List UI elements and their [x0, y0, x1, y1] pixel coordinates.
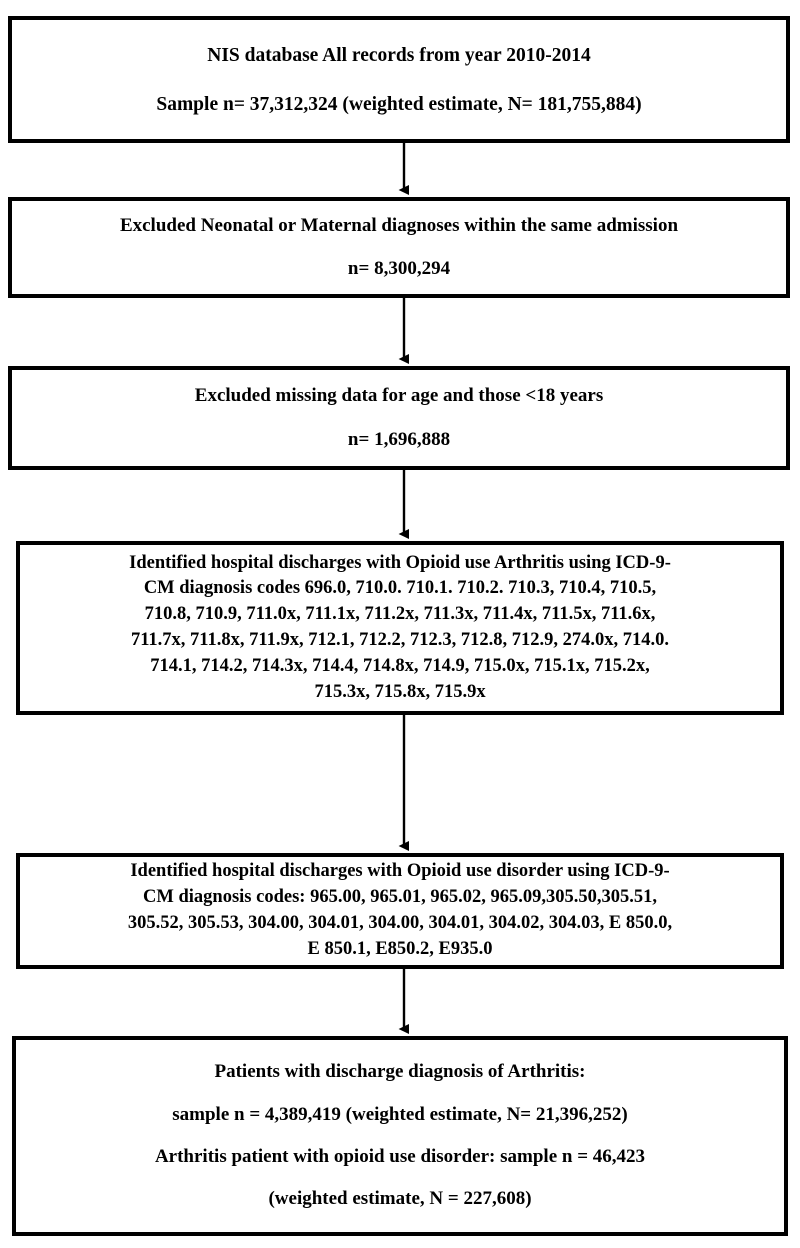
flow-node-exclusion-age: [8, 366, 790, 470]
node-text-line: Excluded Neonatal or Maternal diagnoses within the same admission: [119, 215, 679, 237]
node-text-line: 714.1, 714.2, 714.3x, 714.4, 714.8x, 714.9, 715.0x, 715.1x, 715.2x,: [150, 655, 650, 676]
node-text-line: (weighted estimate, N = 227,608): [268, 1188, 532, 1210]
flow-node-opioid-use-disorder-icd9-identification: [16, 853, 784, 969]
node-text-line: n= 1,696,888: [347, 429, 451, 450]
node-text-line: Excluded missing data for age and those <18 years: [194, 384, 604, 406]
flow-node-arthritis-icd9-identification: [16, 541, 784, 715]
node-text-line: n= 8,300,294: [347, 257, 451, 279]
node-text-line: Sample n= 37,312,324 (weighted estimate, N= 181,755,884): [156, 93, 642, 115]
node-text-line: 711.7x, 711.8x, 711.9x, 712.1, 712.2, 712.3, 712.8, 712.9, 274.0x, 714.0.: [130, 630, 670, 650]
flow-node-final-cohort-results: [12, 1036, 788, 1236]
node-text-line: Identified hospital discharges with Opioid use disorder using ICD-9-: [130, 861, 670, 882]
flow-node-source-cohort: [8, 16, 790, 143]
node-text-line: Patients with discharge diagnosis of Arthritis:: [214, 1061, 586, 1083]
node-text-line: 715.3x, 715.8x, 715.9x: [314, 681, 486, 702]
node-text-line: Arthritis patient with opioid use disorder: sample n = 46,423: [154, 1146, 646, 1167]
node-text-line: CM diagnosis codes: 965.00, 965.01, 965.02, 965.09,305.50,305.51,: [143, 887, 657, 908]
node-text-line: Identified hospital discharges with Opioid use Arthritis using ICD-9-: [129, 552, 671, 573]
node-text-line: NIS database All records from year 2010-2014: [207, 44, 591, 66]
node-text-line: 710.8, 710.9, 711.0x, 711.1x, 711.2x, 711.3x, 711.4x, 711.5x, 711.6x,: [144, 604, 656, 625]
flow-node-exclusion-neonatal-maternal: [8, 197, 790, 298]
node-text-line: 305.52, 305.53, 304.00, 304.01, 304.00, 304.01, 304.02, 304.03, E 850.0,: [127, 913, 673, 933]
node-text-line: CM diagnosis codes 696.0, 710.0. 710.1. 710.2. 710.3, 710.4, 710.5,: [143, 578, 657, 599]
node-text-line: sample n = 4,389,419 (weighted estimate, N= 21,396,252): [172, 1103, 628, 1125]
node-text-line: E 850.1, E850.2, E935.0: [307, 938, 493, 959]
